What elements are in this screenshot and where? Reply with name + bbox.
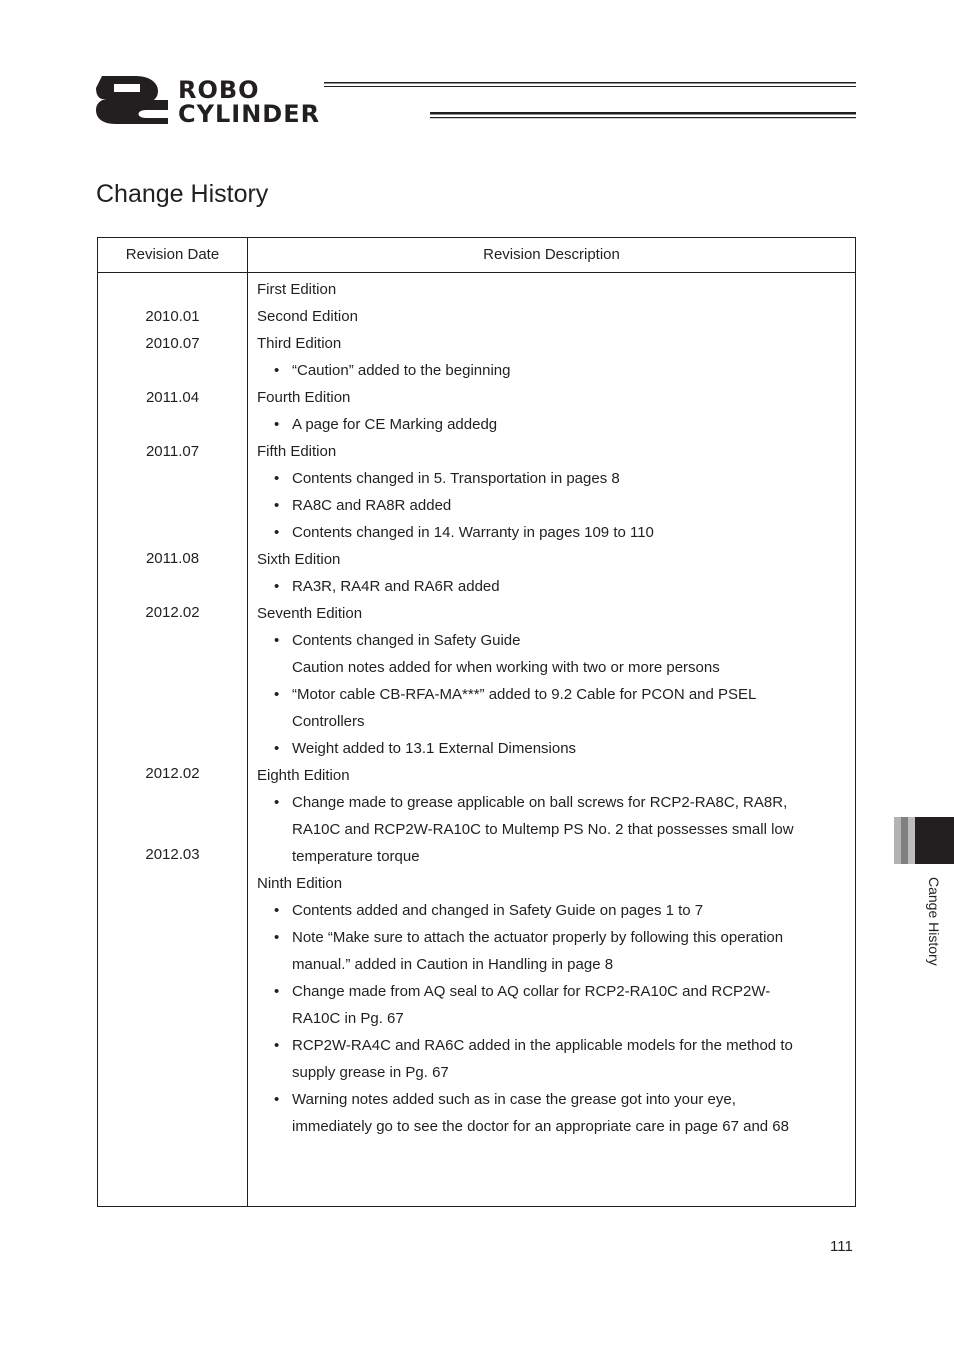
- continuation-line: temperature torque: [292, 848, 420, 865]
- bullet-line: • Change made to grease applicable on ball screws for RCP2-RA8C, RA8R,: [257, 789, 845, 816]
- svg-text:CYLINDER: CYLINDER: [178, 100, 321, 126]
- bullet-line: • Contents changed in 14. Warranty in pages 109 to 110: [257, 519, 845, 546]
- edition-line: Eighth Edition: [257, 767, 350, 784]
- continuation-line: Caution notes added for when working with two or more persons: [292, 659, 720, 676]
- edition-line: Fourth Edition: [257, 389, 351, 406]
- edition-line: Ninth Edition: [257, 875, 343, 892]
- bullet-line: • RA8C and RA8R added: [257, 492, 845, 519]
- continuation-line: immediately go to see the doctor for an appropriate care in page 67 and 68: [292, 1118, 789, 1135]
- bullet-line: • “Caution” added to the beginning: [257, 357, 845, 384]
- edition-line: Seventh Edition: [257, 605, 363, 622]
- continuation-line: RA10C in Pg. 67: [292, 1010, 404, 1027]
- edition-line: Fifth Edition: [257, 443, 337, 460]
- revision-date: 2010.01: [145, 308, 200, 325]
- bullet-line: • Weight added to 13.1 External Dimensions: [257, 735, 845, 762]
- revision-date: 2012.03: [145, 846, 200, 863]
- bullet-line: • Note “Make sure to attach the actuator properly by following this operation: [257, 924, 845, 951]
- bullet-line: • “Motor cable CB-RFA-MA***” added to 9.2 Cable for PCON and PSEL: [257, 681, 845, 708]
- bullet-line: • A page for CE Marking addedg: [257, 411, 845, 438]
- page-title: Change History: [96, 180, 269, 208]
- continuation-line: RA10C and RCP2W-RA10C to Multemp PS No. 2 that possesses small low: [292, 821, 794, 838]
- revision-dates-column: [98, 238, 247, 1206]
- revision-date: 2011.04: [145, 389, 200, 406]
- continuation-line: supply grease in Pg. 67: [292, 1064, 449, 1081]
- bullet-line: • Warning notes added such as in case the grease got into your eye,: [257, 1086, 845, 1113]
- svg-text:ROBO: ROBO: [178, 76, 260, 104]
- page-number: 111: [830, 1238, 853, 1255]
- revision-date: 2011.08: [145, 550, 200, 567]
- bullet-line: • RCP2W-RA4C and RA6C added in the applicable models for the method to: [257, 1032, 845, 1059]
- change-history-table: [97, 237, 856, 1207]
- header-revision-description: Revision Description: [483, 246, 620, 263]
- edition-line: First Edition: [257, 281, 337, 298]
- continuation-line: Controllers: [292, 713, 365, 730]
- section-tab-marker: [894, 817, 954, 864]
- bullet-line: • Contents added and changed in Safety Guide on pages 1 to 7: [257, 897, 845, 924]
- bullet-line: • Contents changed in 5. Transportation in pages 8: [257, 465, 845, 492]
- bullet-line: • Change made from AQ seal to AQ collar for RCP2-RA10C and RCP2W-: [257, 978, 845, 1005]
- continuation-line: manual.” added in Caution in Handling in page 8: [292, 956, 614, 973]
- edition-line: Second Edition: [257, 308, 358, 325]
- edition-line: Sixth Edition: [257, 551, 341, 568]
- header-revision-date: Revision Date: [125, 246, 220, 263]
- revision-date: 2010.07: [145, 335, 200, 352]
- bullet-line: • RA3R, RA4R and RA6R added: [257, 573, 845, 600]
- rc-logo-mark: [96, 74, 856, 126]
- column-divider: [247, 238, 248, 1206]
- revision-date: 2012.02: [145, 604, 200, 621]
- bullet-line: • Contents changed in Safety Guide: [257, 627, 845, 654]
- revision-date: 2011.07: [145, 443, 200, 460]
- revision-date: 2012.02: [145, 765, 200, 782]
- revision-descriptions-column: [257, 276, 845, 1140]
- edition-line: Third Edition: [257, 335, 342, 352]
- side-section-label: Cange History: [926, 877, 942, 966]
- robo-cylinder-logo: [96, 74, 856, 126]
